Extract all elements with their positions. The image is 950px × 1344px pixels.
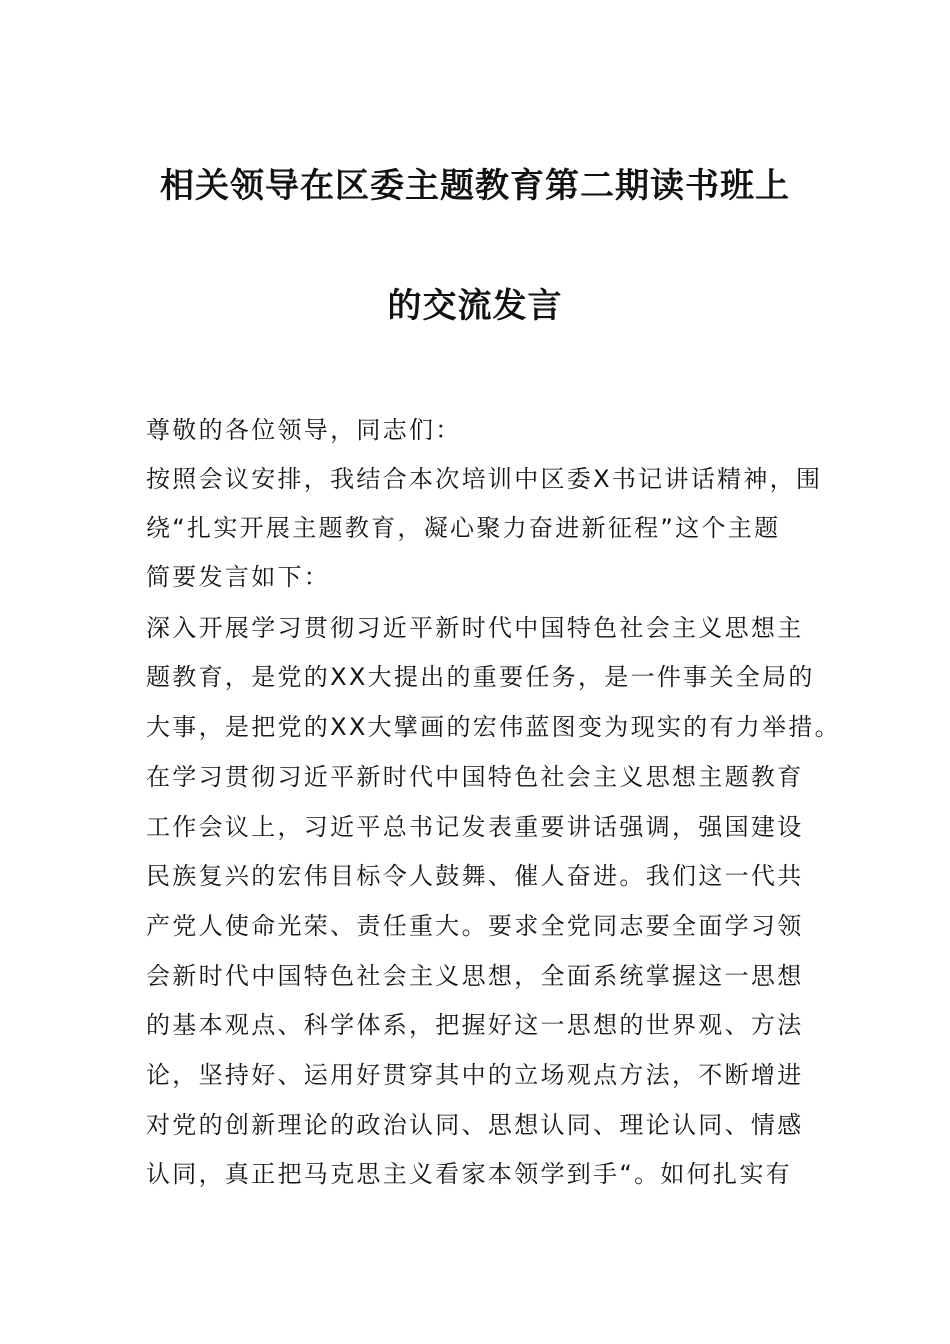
body-line: 的基本观点、科学体系，把握好这一思想的世界观、方法 [146, 1011, 804, 1039]
body-line: 民族复兴的宏伟目标令人鼓舞、催人奋进。我们这一代共 [146, 862, 804, 890]
body-line: 在学习贯彻习近平新时代中国特色社会主义思想主题教育 [146, 763, 804, 791]
body-line: 认同，真正把马克思主义看家本领学到手“。如何扎实有 [146, 1160, 792, 1188]
body-line: 会新时代中国特色社会主义思想，全面系统掌握这一思想 [146, 962, 804, 990]
body-line: 题教育，是党的XX大提出的重要任务，是一件事关全局的 [146, 663, 815, 691]
salutation: 尊敬的各位领导，同志们： [146, 416, 462, 444]
body-line: 工作会议上，习近平总书记发表重要讲话强调，强国建设 [146, 813, 804, 841]
body-line: 深入开展学习贯彻习近平新时代中国特色社会主义思想主 [146, 614, 804, 642]
document-title-line-1: 相关领导在区委主题教育第二期读书班上 [160, 166, 790, 206]
body-line: 大事，是把党的XX大擘画的宏伟蓝图变为现实的有力举措。 [146, 713, 841, 741]
document-title-line-2: 的交流发言 [387, 286, 563, 326]
body-line: 绕“扎实开展主题教育，凝心聚力奋进新征程”这个主题 [146, 514, 781, 542]
body-line: 产党人使命光荣、责任重大。要求全党同志要全面学习领 [146, 912, 804, 940]
body-line: 对党的创新理论的政治认同、思想认同、理论认同、情感 [146, 1111, 804, 1139]
body-line: 按照会议安排，我结合本次培训中区委X书记讲话精神，围 [146, 465, 823, 493]
body-line: 简要发言如下： [146, 563, 331, 591]
body-line: 论，坚持好、运用好贯穿其中的立场观点方法，不断增进 [146, 1061, 804, 1089]
